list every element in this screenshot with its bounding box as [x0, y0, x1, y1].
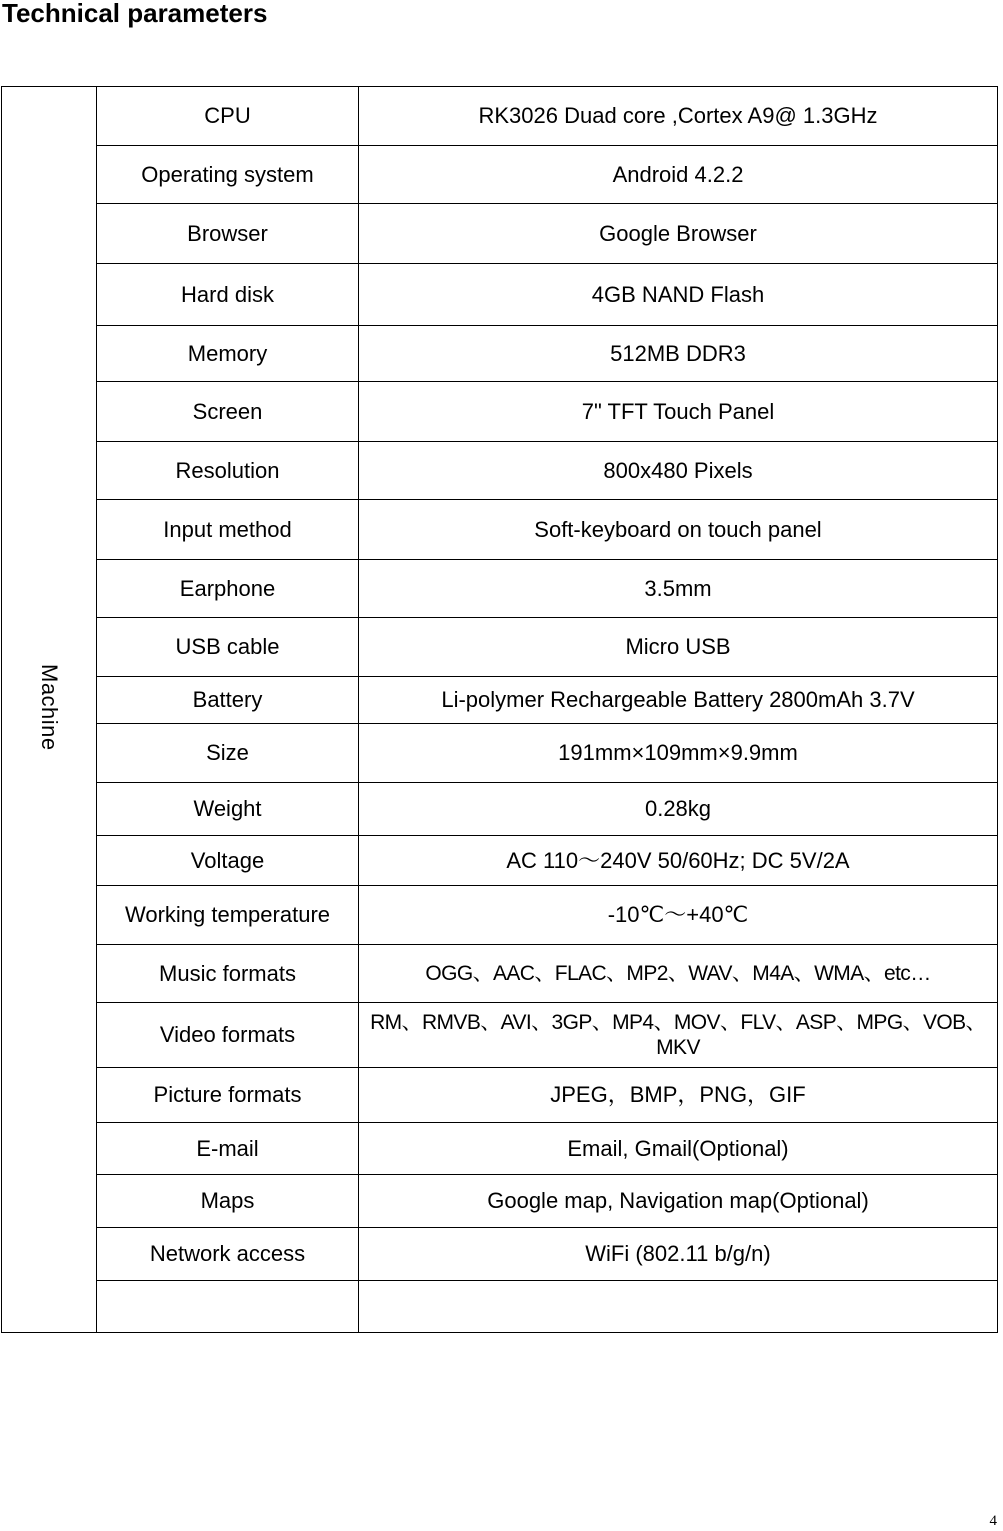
- table-row: [2, 560, 998, 618]
- row-value: Email, Gmail(Optional): [359, 1123, 998, 1175]
- row-label: Input method: [97, 500, 359, 560]
- row-label: Browser: [97, 204, 359, 264]
- row-label: [97, 1281, 359, 1333]
- row-label: USB cable: [97, 618, 359, 677]
- row-value: 800x480 Pixels: [359, 442, 998, 500]
- table-row: [2, 1068, 998, 1123]
- table-row: [2, 1175, 998, 1228]
- row-label: CPU: [97, 87, 359, 146]
- row-label: Network access: [97, 1228, 359, 1281]
- row-value: Micro USB: [359, 618, 998, 677]
- row-label: Maps: [97, 1175, 359, 1228]
- table-row: [2, 618, 998, 677]
- table-row: [2, 945, 998, 1003]
- row-value: 512MB DDR3: [359, 326, 998, 382]
- table-row: [2, 264, 998, 326]
- row-value: Google Browser: [359, 204, 998, 264]
- row-label: Music formats: [97, 945, 359, 1003]
- row-label: Operating system: [97, 146, 359, 204]
- row-label: Hard disk: [97, 264, 359, 326]
- table-row: [2, 724, 998, 783]
- row-value: 7" TFT Touch Panel: [359, 382, 998, 442]
- row-label: Voltage: [97, 836, 359, 886]
- table-row: [2, 886, 998, 945]
- row-label: Picture formats: [97, 1068, 359, 1123]
- row-label: Resolution: [97, 442, 359, 500]
- table-row: [2, 442, 998, 500]
- table-row: [2, 836, 998, 886]
- row-label: Working temperature: [97, 886, 359, 945]
- row-value: Li-polymer Rechargeable Battery 2800mAh 3.7V: [359, 677, 998, 724]
- table-row: [2, 1281, 998, 1333]
- row-label: Video formats: [97, 1003, 359, 1068]
- row-label: Screen: [97, 382, 359, 442]
- table-row: [2, 500, 998, 560]
- row-label: Battery: [97, 677, 359, 724]
- row-value: Soft-keyboard on touch panel: [359, 500, 998, 560]
- row-value: 0.28kg: [359, 783, 998, 836]
- row-value: JPEG，BMP，PNG，GIF: [359, 1068, 998, 1123]
- row-value: OGG、AAC、FLAC、MP2、WAV、M4A、WMA、etc…: [359, 945, 998, 1003]
- table-row: [2, 1123, 998, 1175]
- table-row: [2, 1003, 998, 1068]
- row-value: Google map, Navigation map(Optional): [359, 1175, 998, 1228]
- row-value: [359, 1281, 998, 1333]
- table-row: [2, 146, 998, 204]
- row-value: AC 110～240V 50/60Hz; DC 5V/2A: [359, 836, 998, 886]
- table-row: [2, 87, 998, 146]
- table-row: [2, 326, 998, 382]
- row-label: Weight: [97, 783, 359, 836]
- row-value: RK3026 Duad core ,Cortex A9@ 1.3GHz: [359, 87, 998, 146]
- row-label: Earphone: [97, 560, 359, 618]
- group-label: Machine: [37, 663, 62, 751]
- page-number: 4: [989, 1513, 997, 1529]
- row-value: Android 4.2.2: [359, 146, 998, 204]
- row-value: 3.5mm: [359, 560, 998, 618]
- row-label: Size: [97, 724, 359, 783]
- row-value: 4GB NAND Flash: [359, 264, 998, 326]
- row-label: Memory: [97, 326, 359, 382]
- table-row: [2, 783, 998, 836]
- row-value: RM、RMVB、AVI、3GP、MP4、MOV、FLV、ASP、MPG、VOB、 MKV: [359, 1003, 998, 1068]
- row-value: -10℃～+40℃: [359, 886, 998, 945]
- table-row: [2, 382, 998, 442]
- page-title: Technical parameters: [2, 0, 268, 28]
- row-value: WiFi (802.11 b/g/n): [359, 1228, 998, 1281]
- technical-parameters-table: [1, 86, 998, 1333]
- row-label: E-mail: [97, 1123, 359, 1175]
- table-row: [2, 677, 998, 724]
- group-cell-machine: [2, 87, 97, 1333]
- table-row: [2, 204, 998, 264]
- table-row: [2, 1228, 998, 1281]
- row-value: 191mm×109mm×9.9mm: [359, 724, 998, 783]
